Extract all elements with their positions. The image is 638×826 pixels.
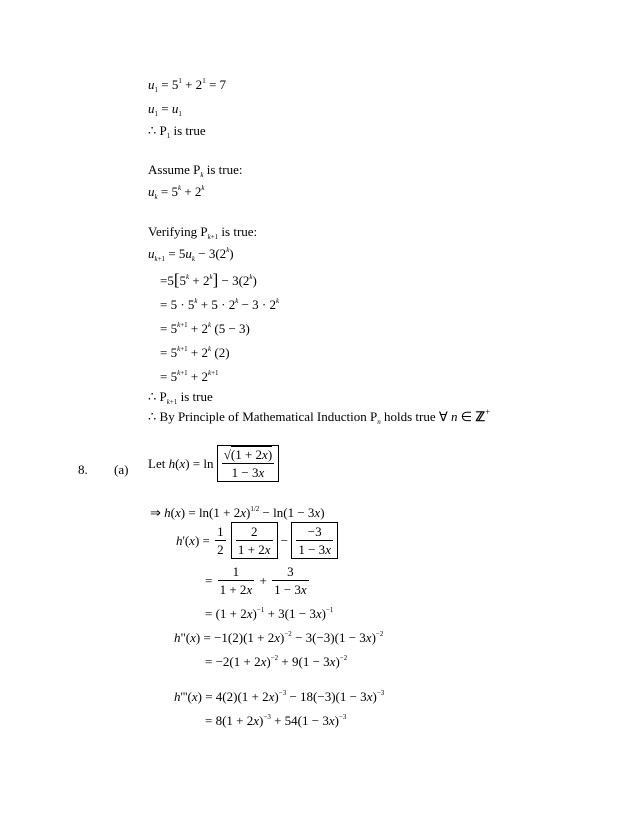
- inductive-step-1: $u_{k+1} = 5u_k - 3(2^k)$: [148, 246, 234, 263]
- base-case-line-2: $u_1 = u_1$: [148, 101, 182, 118]
- assume-line: Assume $P_k$ is true:: [148, 162, 243, 179]
- inductive-step-3: = $5 \cdot 5^k + 5 \cdot 2^k - 3 \cdot 2^k$: [160, 297, 280, 312]
- first-derivative-simplified: = $\frac{1}{1 + 2x}$ + $\frac{3}{1 - 3x}$: [205, 564, 307, 597]
- is-true-text: is true: [173, 123, 206, 138]
- by-principle-text: By Principle of Mathematical Induction: [159, 409, 367, 424]
- inductive-step-2: $=5[5^k + 2^k] - 3(2^k)$: [160, 270, 257, 289]
- assume-is-true: is true:: [206, 162, 243, 177]
- assume-label: Assume: [148, 162, 190, 177]
- first-derivative-powers: = $(1 + 2x)^{-1} + 3(1 - 3x)^{-1}$: [205, 606, 334, 621]
- question-part: (a): [114, 462, 129, 477]
- definition-line: Let h(x) = ln $\frac{√(1 + 2x)}{1 - 3x}$: [148, 445, 279, 482]
- verifying-is-true: is true:: [221, 224, 258, 239]
- inductive-conclusion: ∴ $P_{k+1}$ is true: [148, 389, 213, 406]
- holds-true-text: holds true: [384, 409, 436, 424]
- second-derivative: h"(x) = $-1(2)(1 + 2x)^{-2} - 3(-3)(1 - 3x)^{-2}$: [174, 630, 384, 645]
- verifying-label: Verifying: [148, 224, 198, 239]
- inductive-step-4: = $5^{k+1} + 2^k$ (5 − 3): [160, 321, 250, 336]
- base-case-line-1: $u_1 = 5^1 + 2^1 = 7$: [148, 77, 227, 94]
- inductive-step-6: = $5^{k+1} + 2^{k+1}$: [160, 369, 219, 384]
- question-number: 8.: [78, 462, 88, 477]
- inductive-step-5: = $5^{k+1} + 2^k$ (2): [160, 345, 230, 360]
- assumption-equation: $u_k = 5^k + 2^k$: [148, 184, 205, 201]
- log-expansion: ⇒ $h(x) = \ln(1 + 2x)^{1/2} - \ln(1 - 3x)$: [150, 505, 325, 520]
- base-case-conclusion: ∴ $P_1$ is true: [148, 123, 206, 140]
- let-label: Let: [148, 456, 166, 471]
- induction-conclusion: ∴ By Principle of Mathematical Induction $P_n$ holds true ∀ n ∈ ℤ+: [148, 407, 491, 426]
- inductive-is-true: is true: [180, 389, 213, 404]
- third-derivative: $h'''(x) = 4(2)(1 + 2x)^{-3} - 18(-3)(1 - 3x)^{-3}$: [174, 689, 385, 704]
- third-derivative-simplified: = $8(1 + 2x)^{-3} + 54(1 - 3x)^{-3}$: [205, 713, 347, 728]
- verifying-line: Verifying $P_{k+1}$ is true:: [148, 224, 258, 241]
- first-derivative: h'(x) = $\frac{1}{2}$ $\frac{2}{1 + 2x}$ − $\frac{-3}{1 - 3x}$: [176, 522, 338, 559]
- second-derivative-simplified: = $-2(1 + 2x)^{-2} + 9(1 - 3x)^{-2}$: [205, 654, 348, 669]
